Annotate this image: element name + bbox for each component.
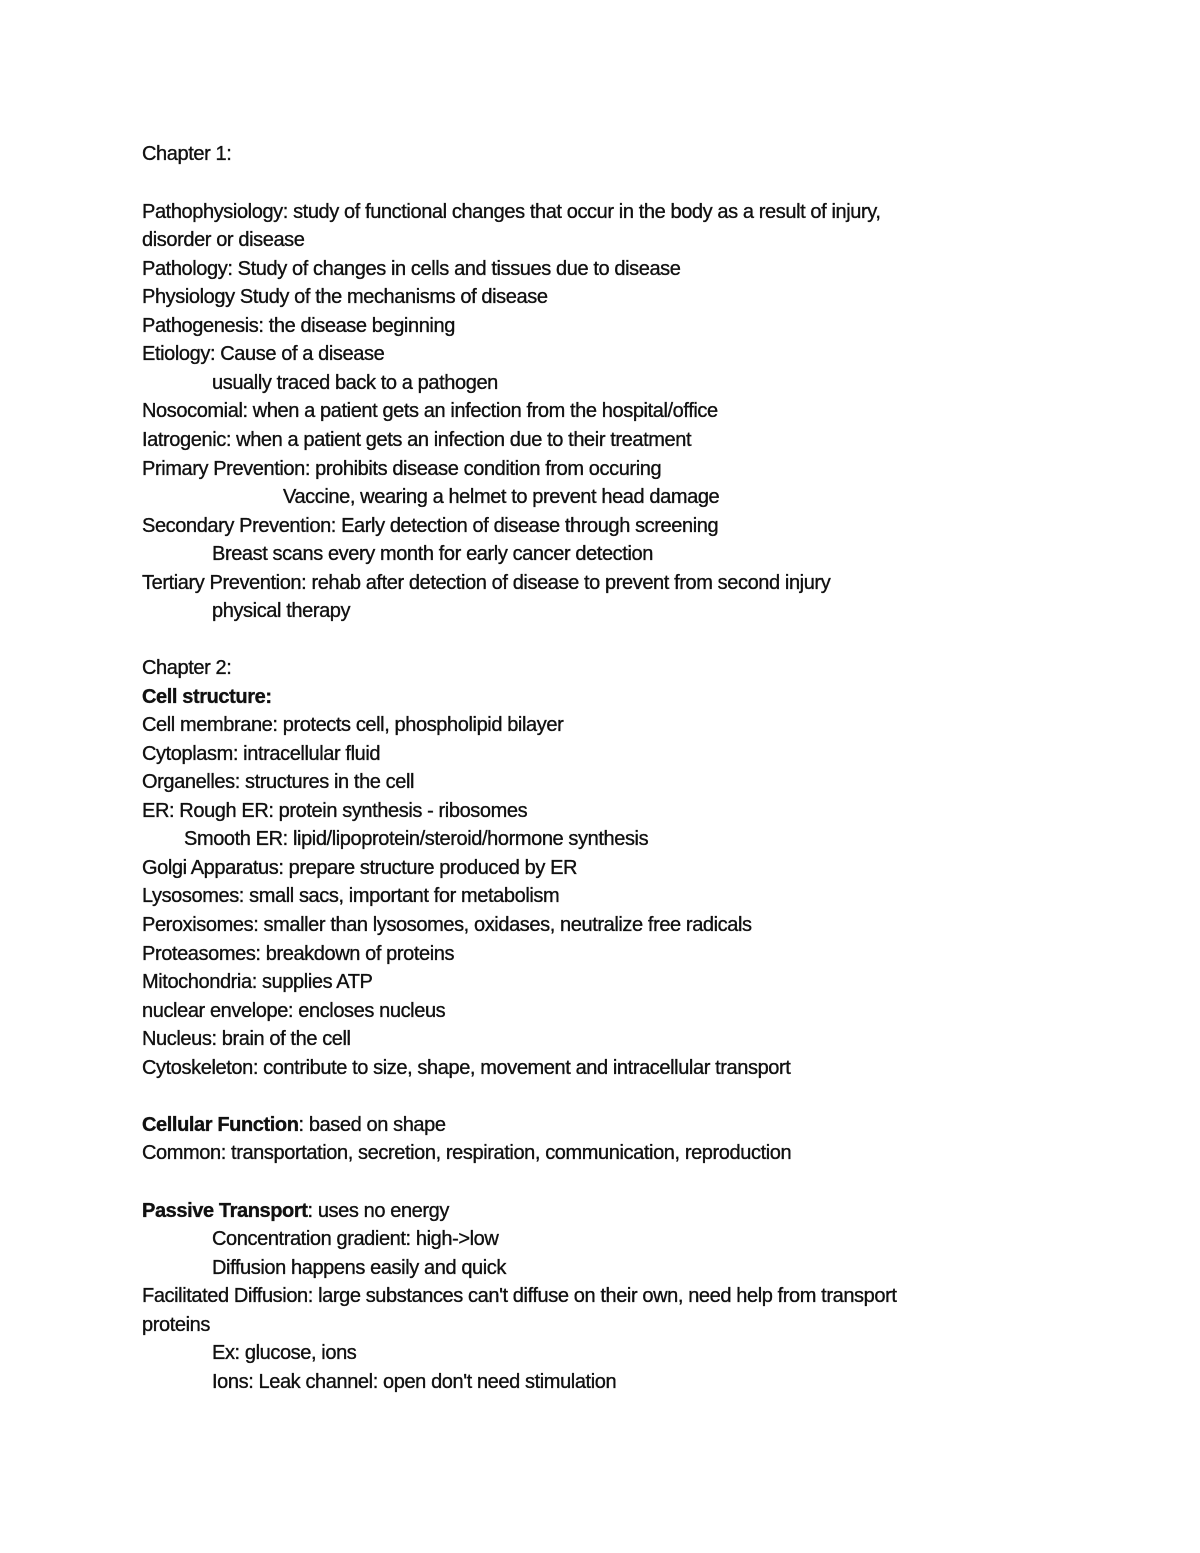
iatrogenic-definition: Iatrogenic: when a patient gets an infection due to their treatment: [142, 429, 692, 451]
rough-er-definition: ER: Rough ER: protein synthesis - ribosomes: [142, 800, 528, 822]
cell-membrane-definition: Cell membrane: protects cell, phospholipid bilayer: [142, 714, 564, 736]
cellular-function-line: [142, 1111, 446, 1140]
physiology-definition: Physiology Study of the mechanisms of disease: [142, 286, 548, 308]
concentration-gradient-note: Concentration gradient: high->low: [212, 1228, 499, 1250]
secondary-prevention-example: Breast scans every month for early cancer detection: [212, 543, 653, 565]
chapter-2-heading: Chapter 2:: [142, 657, 232, 679]
cellular-function-term: Cellular Function: [142, 1114, 299, 1136]
cytoplasm-definition: Cytoplasm: intracellular fluid: [142, 743, 381, 765]
pathophysiology-definition-continued: disorder or disease: [142, 229, 305, 251]
facilitated-diffusion-example: Ex: glucose, ions: [212, 1342, 357, 1364]
cellular-function-definition: : based on shape: [298, 1114, 446, 1136]
pathogenesis-definition: Pathogenesis: the disease beginning: [142, 315, 455, 337]
mitochondria-definition: Mitochondria: supplies ATP: [142, 971, 373, 993]
nuclear-envelope-definition: nuclear envelope: encloses nucleus: [142, 1000, 446, 1022]
passive-transport-term: Passive Transport: [142, 1200, 308, 1222]
etiology-definition: Etiology: Cause of a disease: [142, 343, 385, 365]
pathophysiology-definition: Pathophysiology: study of functional changes that occur in the body as a result of injury,: [142, 201, 881, 223]
passive-transport-line: [142, 1197, 449, 1226]
secondary-prevention-definition: Secondary Prevention: Early detection of disease through screening: [142, 515, 719, 537]
primary-prevention-example: Vaccine, wearing a helmet to prevent head damage: [283, 486, 720, 508]
pathology-definition: Pathology: Study of changes in cells and tissues due to disease: [142, 258, 681, 280]
peroxisomes-definition: Peroxisomes: smaller than lysosomes, oxidases, neutralize free radicals: [142, 914, 752, 936]
tertiary-prevention-example: physical therapy: [212, 600, 351, 622]
organelles-definition: Organelles: structures in the cell: [142, 771, 415, 793]
nucleus-definition: Nucleus: brain of the cell: [142, 1028, 351, 1050]
facilitated-diffusion-definition: Facilitated Diffusion: large substances can't diffuse on their own, need help from transport: [142, 1285, 897, 1307]
primary-prevention-definition: Primary Prevention: prohibits disease condition from occuring: [142, 458, 662, 480]
golgi-apparatus-definition: Golgi Apparatus: prepare structure produced by ER: [142, 857, 578, 879]
lysosomes-definition: Lysosomes: small sacs, important for metabolism: [142, 885, 560, 907]
facilitated-diffusion-definition-continued: proteins: [142, 1314, 210, 1336]
cytoskeleton-definition: Cytoskeleton: contribute to size, shape, movement and intracellular transport: [142, 1057, 791, 1079]
chapter-1-heading: Chapter 1:: [142, 143, 232, 165]
tertiary-prevention-definition: Tertiary Prevention: rehab after detection of disease to prevent from second injury: [142, 572, 831, 594]
etiology-note: usually traced back to a pathogen: [212, 372, 498, 394]
cellular-function-common: Common: transportation, secretion, respiration, communication, reproduction: [142, 1142, 792, 1164]
smooth-er-definition: Smooth ER: lipid/lipoprotein/steroid/hormone synthesis: [184, 828, 649, 850]
proteasomes-definition: Proteasomes: breakdown of proteins: [142, 943, 455, 965]
passive-transport-definition: : uses no energy: [307, 1200, 449, 1222]
nosocomial-definition: Nosocomial: when a patient gets an infection from the hospital/office: [142, 400, 718, 422]
ions-leak-channel-note: Ions: Leak channel: open don't need stimulation: [212, 1371, 617, 1393]
cell-structure-heading: Cell structure:: [142, 686, 272, 708]
diffusion-note: Diffusion happens easily and quick: [212, 1257, 507, 1279]
